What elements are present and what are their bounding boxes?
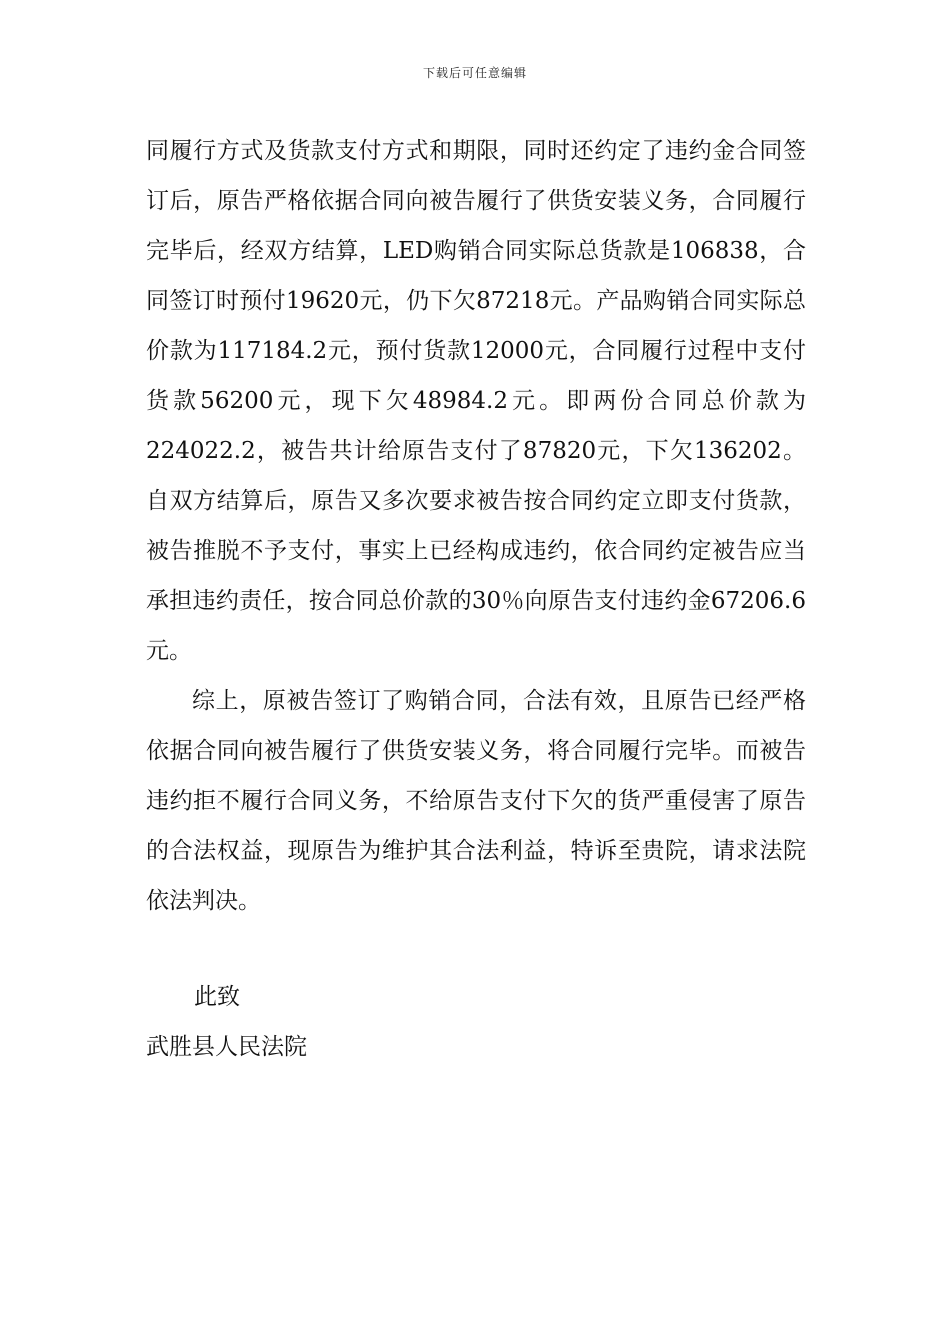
paragraph-contract-performance: 同履行方式及货款支付方式和期限，同时还约定了违约金合同签订后，原告严格依据合同向被告履行了供货安装义务，合同履行完毕后，经双方结算，LED购销合同实际总货款是106838，合同签订时预付19620元，仍下欠87218元。产品购销合同实际总价款为117184.2元，预付货款12000元，合同履行过程中支付货款56200元，现下欠48984.2元。即两份合同总价款为224022.2，被告共计给原告支付了87820元，下欠136202。自双方结算后，原告又多次要求被告按合同约定立即支付货款，被告推脱不予支付，事实上已经构成违约，依合同约定被告应当承担违约责任，按合同总价款的30％向原告支付违约金67206.6元。 (146, 138, 806, 664)
header-note: 下载后可任意编辑 (422, 66, 527, 80)
closing-salutation: 此致 (194, 984, 240, 1010)
paragraph-summary: 综上，原被告签订了购销合同，合法有效，且原告已经严格依据合同向被告履行了供货安装义务，将合同履行完毕。而被告违约拒不履行合同义务，不给原告支付下欠的货严重侵害了原告的合法权益，现原告为维护其合法利益，特诉至贵院，请求法院依法判决。 (146, 688, 806, 914)
document-body (146, 126, 806, 926)
closing-block (146, 972, 806, 1072)
closing-recipient: 武胜县人民法院 (146, 1034, 307, 1060)
